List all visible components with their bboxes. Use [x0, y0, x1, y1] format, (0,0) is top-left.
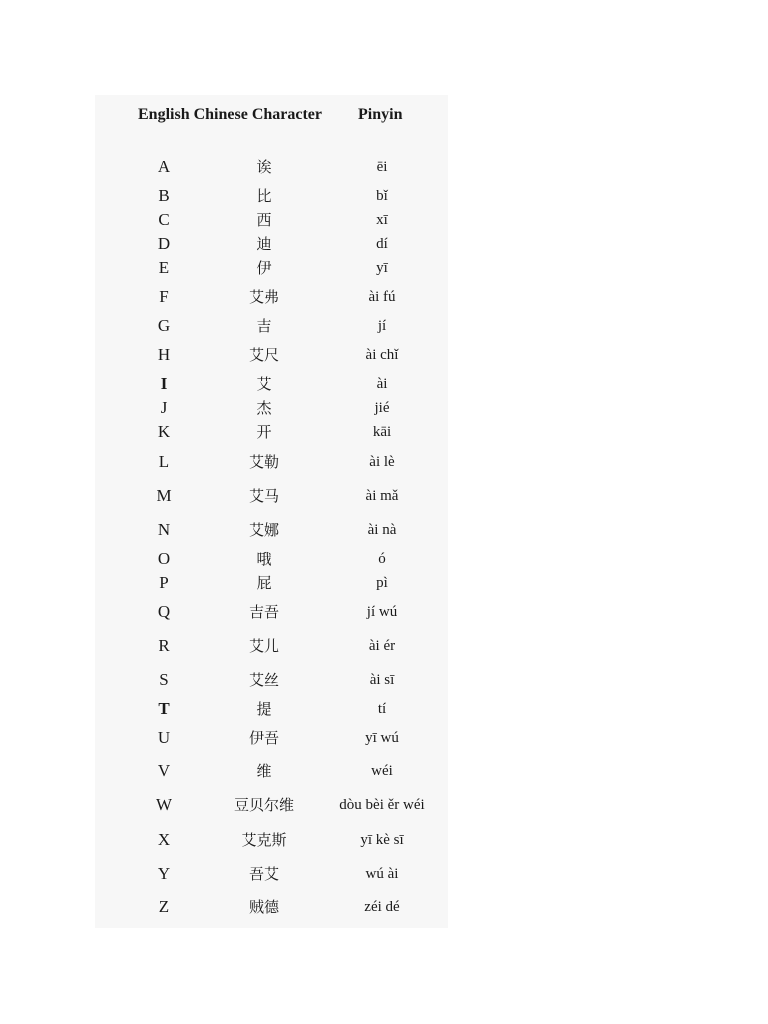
pinyin-cell: wú ài: [365, 866, 399, 882]
letter-cell: Y: [157, 864, 171, 883]
table-row: [0, 571, 768, 595]
pinyin-cell: ài chǐ: [365, 347, 399, 363]
letter-cell: W: [155, 795, 173, 814]
letter-cell: I: [160, 374, 168, 393]
character-cell: 艾勒: [248, 453, 279, 471]
character-cell: 比: [256, 187, 272, 205]
table-row: [0, 285, 768, 309]
letter-cell: U: [157, 728, 171, 747]
pinyin-cell: ó: [378, 551, 386, 567]
pinyin-cell: ài nà: [367, 522, 397, 538]
pinyin-cell: xī: [376, 212, 388, 228]
pinyin-cell: yī: [376, 260, 388, 276]
pinyin-cell: pì: [376, 575, 388, 591]
table-row: [0, 697, 768, 721]
pinyin-cell: ài lè: [369, 454, 395, 470]
pinyin-cell: dòu bèi ěr wéi: [339, 797, 425, 813]
letter-cell: Q: [157, 602, 171, 621]
letter-cell: V: [157, 761, 171, 780]
pinyin-cell: yī wú: [365, 730, 399, 746]
character-cell: 迪: [256, 235, 272, 253]
letter-cell: A: [157, 157, 171, 176]
character-cell: 艾克斯: [241, 831, 287, 849]
letter-cell: G: [157, 316, 171, 335]
letter-cell: X: [157, 830, 171, 849]
table-row: [0, 372, 768, 396]
letter-cell: M: [156, 486, 172, 505]
pinyin-cell: jié: [374, 400, 390, 416]
pinyin-cell: ēi: [376, 159, 388, 175]
character-cell: 艾丝: [248, 671, 279, 689]
letter-cell: O: [157, 549, 171, 568]
table-row: [0, 314, 768, 338]
pinyin-cell: ài: [376, 376, 388, 392]
table-row: [0, 184, 768, 208]
pinyin-cell: yī kè sī: [360, 832, 404, 848]
header-english-chinese-character: English Chinese Character: [138, 106, 322, 123]
table-row: [0, 484, 768, 508]
character-cell: 贼德: [248, 898, 279, 916]
pinyin-cell: jí: [377, 318, 387, 334]
pinyin-cell: wéi: [371, 763, 393, 779]
table-row: [0, 895, 768, 919]
letter-cell: L: [158, 452, 170, 471]
letter-cell: B: [158, 186, 170, 205]
table-row: [0, 450, 768, 474]
character-cell: 提: [256, 700, 272, 718]
pinyin-cell: kāi: [372, 424, 392, 440]
character-cell: 维: [256, 762, 272, 780]
character-cell: 哦: [256, 550, 272, 568]
pinyin-cell: ài fú: [368, 289, 396, 305]
table-row: [0, 862, 768, 886]
pinyin-cell: tí: [377, 701, 387, 717]
header-pinyin: Pinyin: [358, 106, 403, 123]
character-cell: 伊: [256, 259, 272, 277]
table-row: [0, 634, 768, 658]
character-cell: 艾弗: [248, 288, 279, 306]
table-row: [0, 726, 768, 750]
table-row: [0, 208, 768, 232]
pinyin-cell: ài ér: [368, 638, 396, 654]
pinyin-cell: ài sī: [369, 672, 395, 688]
table-row: [0, 155, 768, 179]
table-row: [0, 232, 768, 256]
character-cell: 艾马: [248, 487, 279, 505]
letter-cell: R: [158, 636, 170, 655]
pinyin-cell: dí: [376, 236, 388, 252]
character-cell: 艾尺: [248, 346, 279, 364]
letter-cell: J: [160, 398, 168, 417]
letter-cell: K: [157, 422, 171, 441]
character-cell: 诶: [256, 158, 272, 176]
character-cell: 吉吾: [248, 603, 279, 621]
pinyin-cell: zéi dé: [364, 899, 400, 915]
character-cell: 西: [256, 211, 272, 229]
character-cell: 艾娜: [248, 521, 279, 539]
table-row: [0, 759, 768, 783]
character-cell: 伊吾: [248, 729, 279, 747]
table-row: [0, 343, 768, 367]
character-cell: 屁: [256, 574, 272, 592]
character-cell: 吉: [256, 317, 272, 335]
pinyin-cell: bǐ: [376, 188, 388, 204]
character-cell: 艾: [256, 375, 272, 393]
table-row: [0, 600, 768, 624]
character-cell: 吾艾: [248, 865, 279, 883]
table-row: [0, 396, 768, 420]
letter-cell: N: [157, 520, 171, 539]
pinyin-cell: jí wú: [366, 604, 398, 620]
letter-cell: C: [158, 210, 170, 229]
character-cell: 艾儿: [248, 637, 279, 655]
table-row: [0, 420, 768, 444]
pinyin-cell: ài mǎ: [365, 488, 399, 504]
table-row: [0, 256, 768, 280]
letter-cell: Z: [158, 897, 170, 916]
table-row: [0, 518, 768, 542]
character-cell: 杰: [256, 399, 272, 417]
character-cell: 豆贝尔维: [233, 796, 294, 814]
letter-cell: P: [159, 573, 169, 592]
letter-cell: E: [158, 258, 170, 277]
letter-cell: S: [159, 670, 169, 689]
table-row: [0, 793, 768, 817]
table-row: [0, 828, 768, 852]
character-cell: 开: [256, 423, 272, 441]
letter-cell: H: [157, 345, 171, 364]
table-row: [0, 547, 768, 571]
table-row: [0, 668, 768, 692]
letter-cell: T: [158, 699, 170, 718]
letter-cell: F: [159, 287, 169, 306]
letter-cell: D: [157, 234, 171, 253]
